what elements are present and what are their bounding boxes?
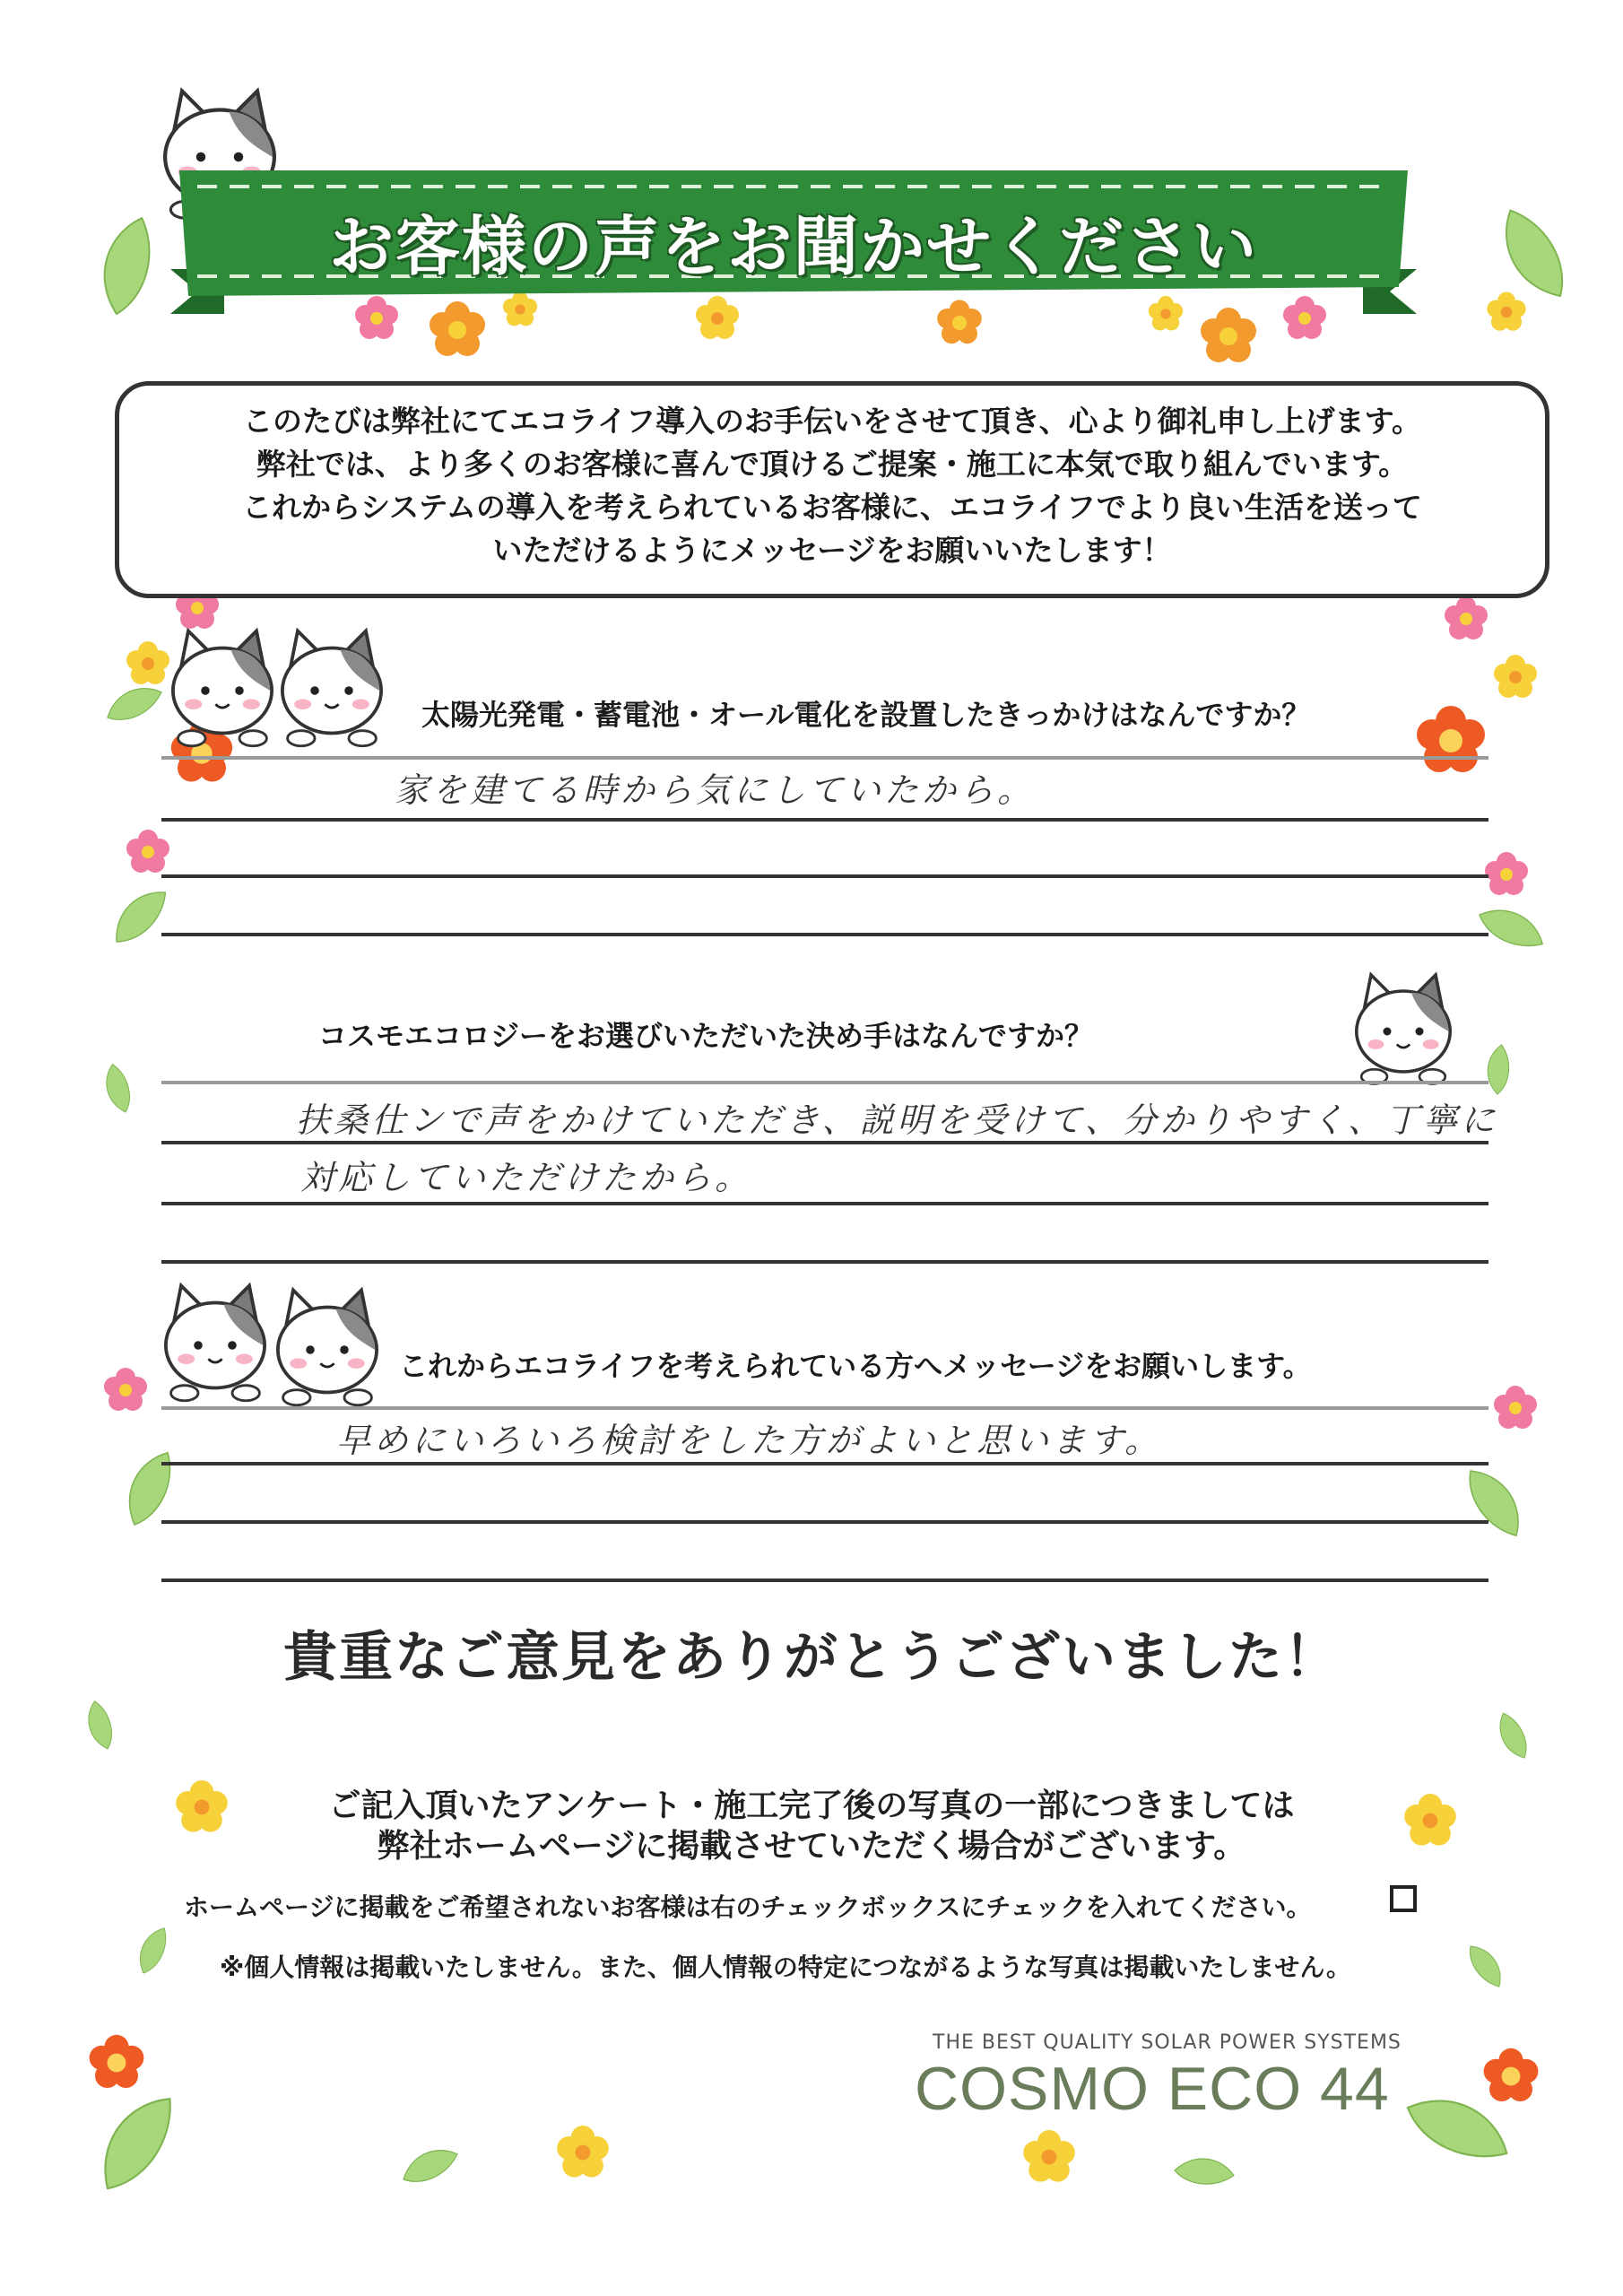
- answer-line: [161, 1260, 1488, 1264]
- privacy-note: ※個人情報は掲載いたしません。また、個人情報の特定につながるような写真は掲載いたしません。: [220, 1952, 1352, 1982]
- answer-line: [161, 1406, 1488, 1410]
- logo-name: COSMO ECO 44: [915, 2055, 1390, 2123]
- intro-line: これからシステムの導入を考えられているお客様に、エコライフでより良い生活を送って: [242, 490, 1422, 525]
- intro-line: いただけるようにメッセージをお願いいたします！: [492, 533, 1172, 568]
- thanks-heading: 貴重なご意見をありがとうございました！: [283, 1626, 1340, 1689]
- intro-line: このたびは弊社にてエコライフ導入のお手伝いをさせて頂き、心より御礼申し上げます。: [242, 404, 1422, 439]
- answer-line: [161, 1578, 1488, 1582]
- answer-2-text-line-2: 対応していただけたから。: [300, 1158, 753, 1197]
- page-title: お客様の声をお聞かせください: [328, 209, 1258, 284]
- notice-line-1: ご記入頂いたアンケート・施工完了後の写真の一部につきましては: [328, 1787, 1295, 1824]
- question-1-label: 太陽光発電・蓄電池・オール電化を設置したきっかけはなんですか？: [421, 698, 1311, 732]
- question-2-label: コスモエコロジーをお選びいただいた決め手はなんですか？: [318, 1019, 1094, 1053]
- notice-line-2: 弊社ホームページに掲載させていただく場合がございます。: [377, 1828, 1246, 1865]
- answer-line: [161, 1520, 1488, 1524]
- answer-line: [161, 756, 1488, 760]
- intro-line: 弊社では、より多くのお客様に喜んで頂けるご提案・施工に本気で取り組んでいます。: [256, 447, 1409, 482]
- answer-line: [161, 1462, 1488, 1465]
- answer-line: [161, 818, 1488, 822]
- answer-line: [161, 1141, 1488, 1144]
- answer-line: [161, 1081, 1488, 1084]
- question-3-label: これからエコライフを考えられている方へメッセージをお願いします。: [399, 1349, 1312, 1383]
- answer-line: [161, 933, 1488, 936]
- intro-box: [115, 381, 1549, 598]
- answer-1-text: 家を建てる時から気にしていたから。: [395, 770, 1036, 810]
- optout-text: ホームページに掲載をご希望されないお客様は右のチェックボックスにチェックを入れてください。: [184, 1892, 1312, 1922]
- optout-checkbox[interactable]: [1390, 1885, 1417, 1912]
- answer-2-text-line-1: 扶桑仕ンで声をかけていただき、説明を受けて、分かりやすく、丁寧に: [296, 1100, 1498, 1140]
- answer-3-text: 早めにいろいろ検討をした方がよいと思います。: [336, 1421, 1162, 1460]
- logo-tagline: THE BEST QUALITY SOLAR POWER SYSTEMS: [933, 2031, 1402, 2054]
- answer-line: [161, 874, 1488, 878]
- answer-line: [161, 1202, 1488, 1205]
